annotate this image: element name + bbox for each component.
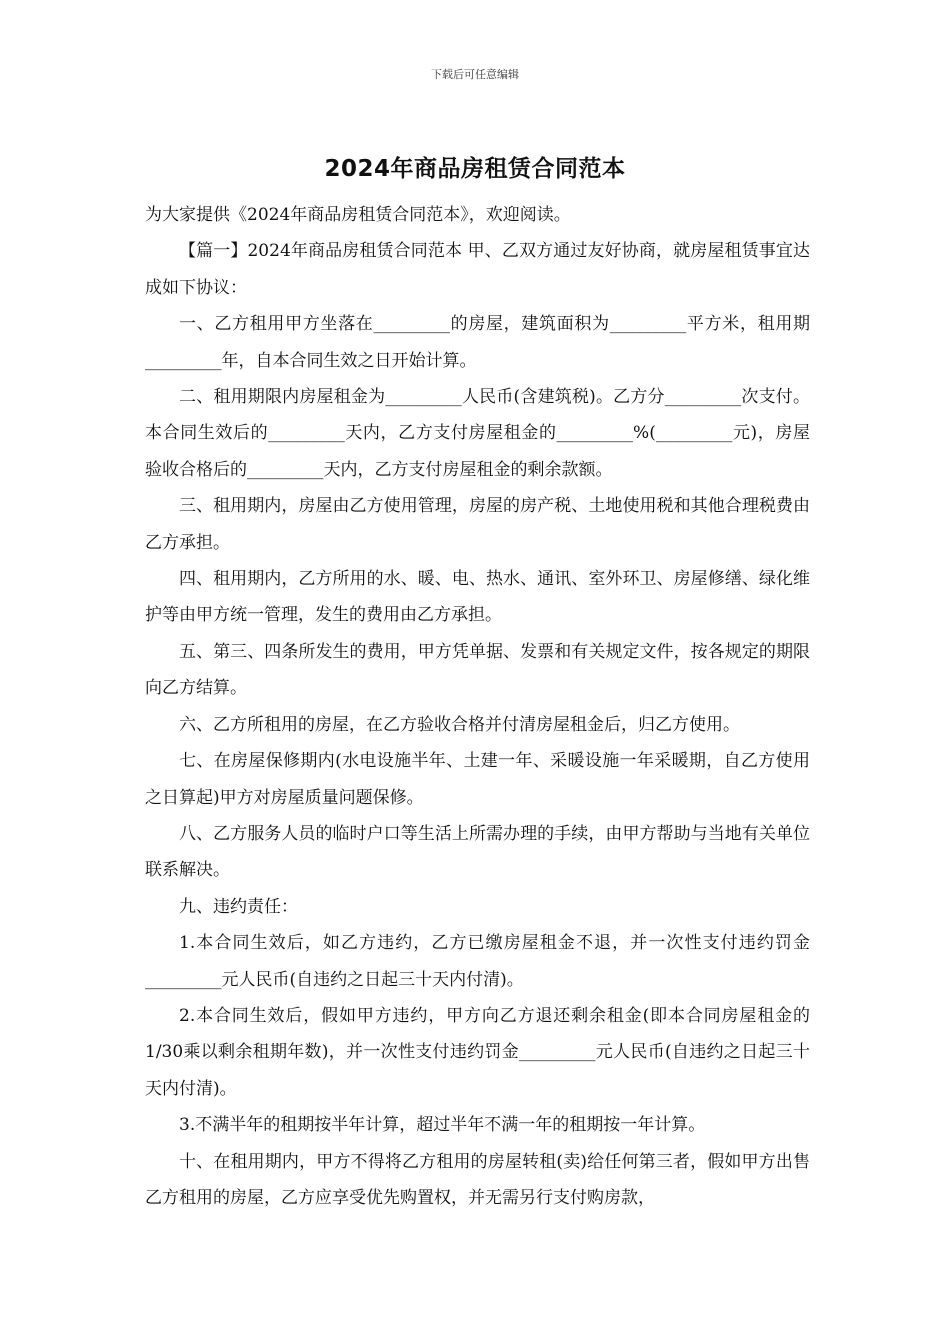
clause-9-heading: 九、违约责任：	[179, 896, 298, 917]
section-one-intro-paragraph: 【篇一】2024年商品房租赁合同范本 甲、乙双方通过友好协商，就房屋租赁事宜达成如下协议：	[145, 241, 810, 298]
clause-3-paragraph: 三、租用期内，房屋由乙方使用管理，房屋的房产税、土地使用税和其他合理税费由乙方承担。	[145, 496, 810, 553]
clause-4-paragraph: 四、租用期内，乙方所用的水、暖、电、热水、通讯、室外环卫、房屋修缮、绿化维护等由甲方统一管理，发生的费用由乙方承担。	[145, 569, 810, 626]
clause-9-item-3: 3.不满半年的租期按半年计算，超过半年不满一年的租期按一年计算。	[179, 1115, 706, 1136]
page-header-note: 下载后可任意编辑	[431, 68, 519, 81]
document-body	[145, 197, 810, 1216]
clause-7-paragraph: 七、在房屋保修期内(水电设施半年、土建一年、采暖设施一年采暖期，自乙方使用之日算起)甲方对房屋质量问题保修。	[145, 751, 810, 808]
clause-9-item-1: 1.本合同生效后，如乙方违约，乙方已缴房屋租金不退，并一次性支付违约罚金_________元人民币(自违约之日起三十天内付清)。	[145, 933, 810, 990]
clause-8-paragraph: 八、乙方服务人员的临时户口等生活上所需办理的手续，由甲方帮助与当地有关单位联系解决。	[145, 823, 810, 881]
clause-5-paragraph: 五、第三、四条所发生的费用，甲方凭单据、发票和有关规定文件，按各规定的期限向乙方结算。	[145, 641, 810, 699]
clause-10-paragraph: 十、在租用期内，甲方不得将乙方租用的房屋转租(卖)给任何第三者，假如甲方出售乙方租用的房屋，乙方应享受优先购置权，并无需另行支付购房款，	[145, 1151, 810, 1208]
clause-2-paragraph: 二、租用期限内房屋租金为_________人民币(含建筑税)。乙方分_________次支付。本合同生效后的_________天内，乙方支付房屋租金的_________%(_________元)，房屋验收合格后的_________天内，乙方支付房屋租金的剩余款额。	[145, 387, 810, 480]
clause-1-paragraph: 一、乙方租用甲方坐落在_________的房屋，建筑面积为_________平方米，租用期_________年，自本合同生效之日开始计算。	[145, 314, 810, 371]
intro-paragraph: 为大家提供《2024年商品房租赁合同范本》，欢迎阅读。	[145, 205, 571, 225]
document-title: 2024年商品房租赁合同范本	[324, 156, 626, 182]
clause-6-paragraph: 六、乙方所租用的房屋，在乙方验收合格并付清房屋租金后，归乙方使用。	[179, 714, 740, 735]
clause-9-item-2: 2.本合同生效后，假如甲方违约，甲方向乙方退还剩余租金(即本合同房屋租金的1/30乘以剩余租期年数)，并一次性支付违约罚金_________元人民币(自违约之日起三十天内付清)。	[145, 1005, 810, 1099]
